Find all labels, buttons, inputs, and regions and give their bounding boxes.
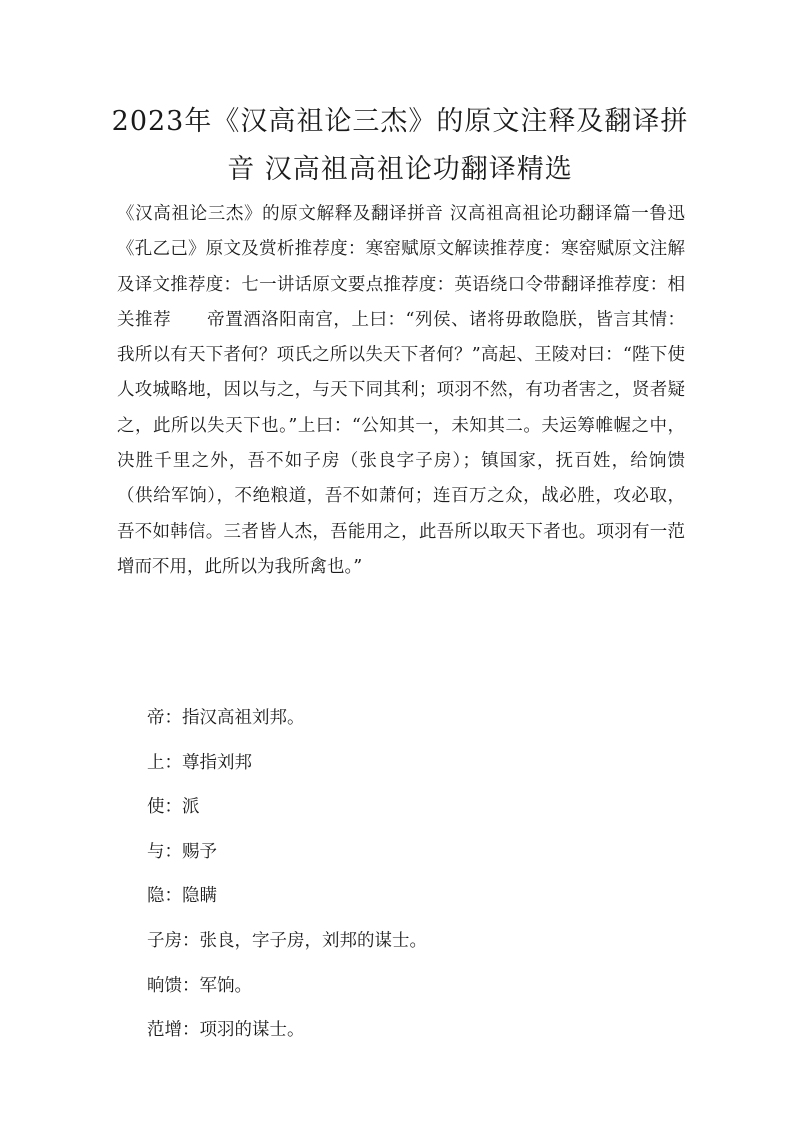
body-paragraph: 《汉高祖论三杰》的原文解释及翻译拼音 汉高祖高祖论功翻译篇一鲁迅《孔乙己》原文及赏析推荐度：寒窑赋原文解读推荐度：寒窑赋原文注解及译文推荐度：七一讲话原文要点推荐度：英语绕口令带翻译推荐度：相关推荐 帝置酒洛阳南宫，上曰：“列侯、诸将毋敢隐朕，皆言其情：我所以有天下者何？项氏之所以失天下者何？”高起、王陵对曰：“陛下使人攻城略地，因以与之，与天下同其利；项羽不然，有功者害之，贤者疑之，此所以失天下也。”上曰：“公知其一，未知其二。夫运筹帷幄之中，决胜千里之外，吾不如子房（张良字子房）；镇国家，抚百姓，给饷馈（供给军饷），不绝粮道，吾不如萧何；连百万之众，战必胜，攻必取，吾不如韩信。三者皆人杰，吾能用之，此吾所以取天下者也。项羽有一范增而不用，此所以为我所禽也。” <box>117 204 685 577</box>
document-title <box>100 98 700 194</box>
annotation-item: 上：尊指刘邦 <box>147 752 252 773</box>
annotation-item: 范增：项羽的谋士。 <box>147 1020 305 1041</box>
title-line-1: 2023年《汉高祖论三杰》的原文注释及翻译拼 <box>111 106 689 137</box>
annotation-list <box>147 696 687 1053</box>
title-line-2: 音 汉高祖高祖论功翻译精选 <box>227 154 573 185</box>
annotation-item: 与：赐予 <box>147 841 217 862</box>
annotation-item: 帝：指汉高祖刘邦。 <box>147 708 305 728</box>
annotation-item: 隐：隐瞒 <box>147 886 217 907</box>
annotation-item: 晌馈：军饷。 <box>147 975 252 996</box>
annotation-item: 子房：张良，字子房，刘邦的谋士。 <box>147 930 427 951</box>
annotation-item: 使：派 <box>147 797 200 818</box>
